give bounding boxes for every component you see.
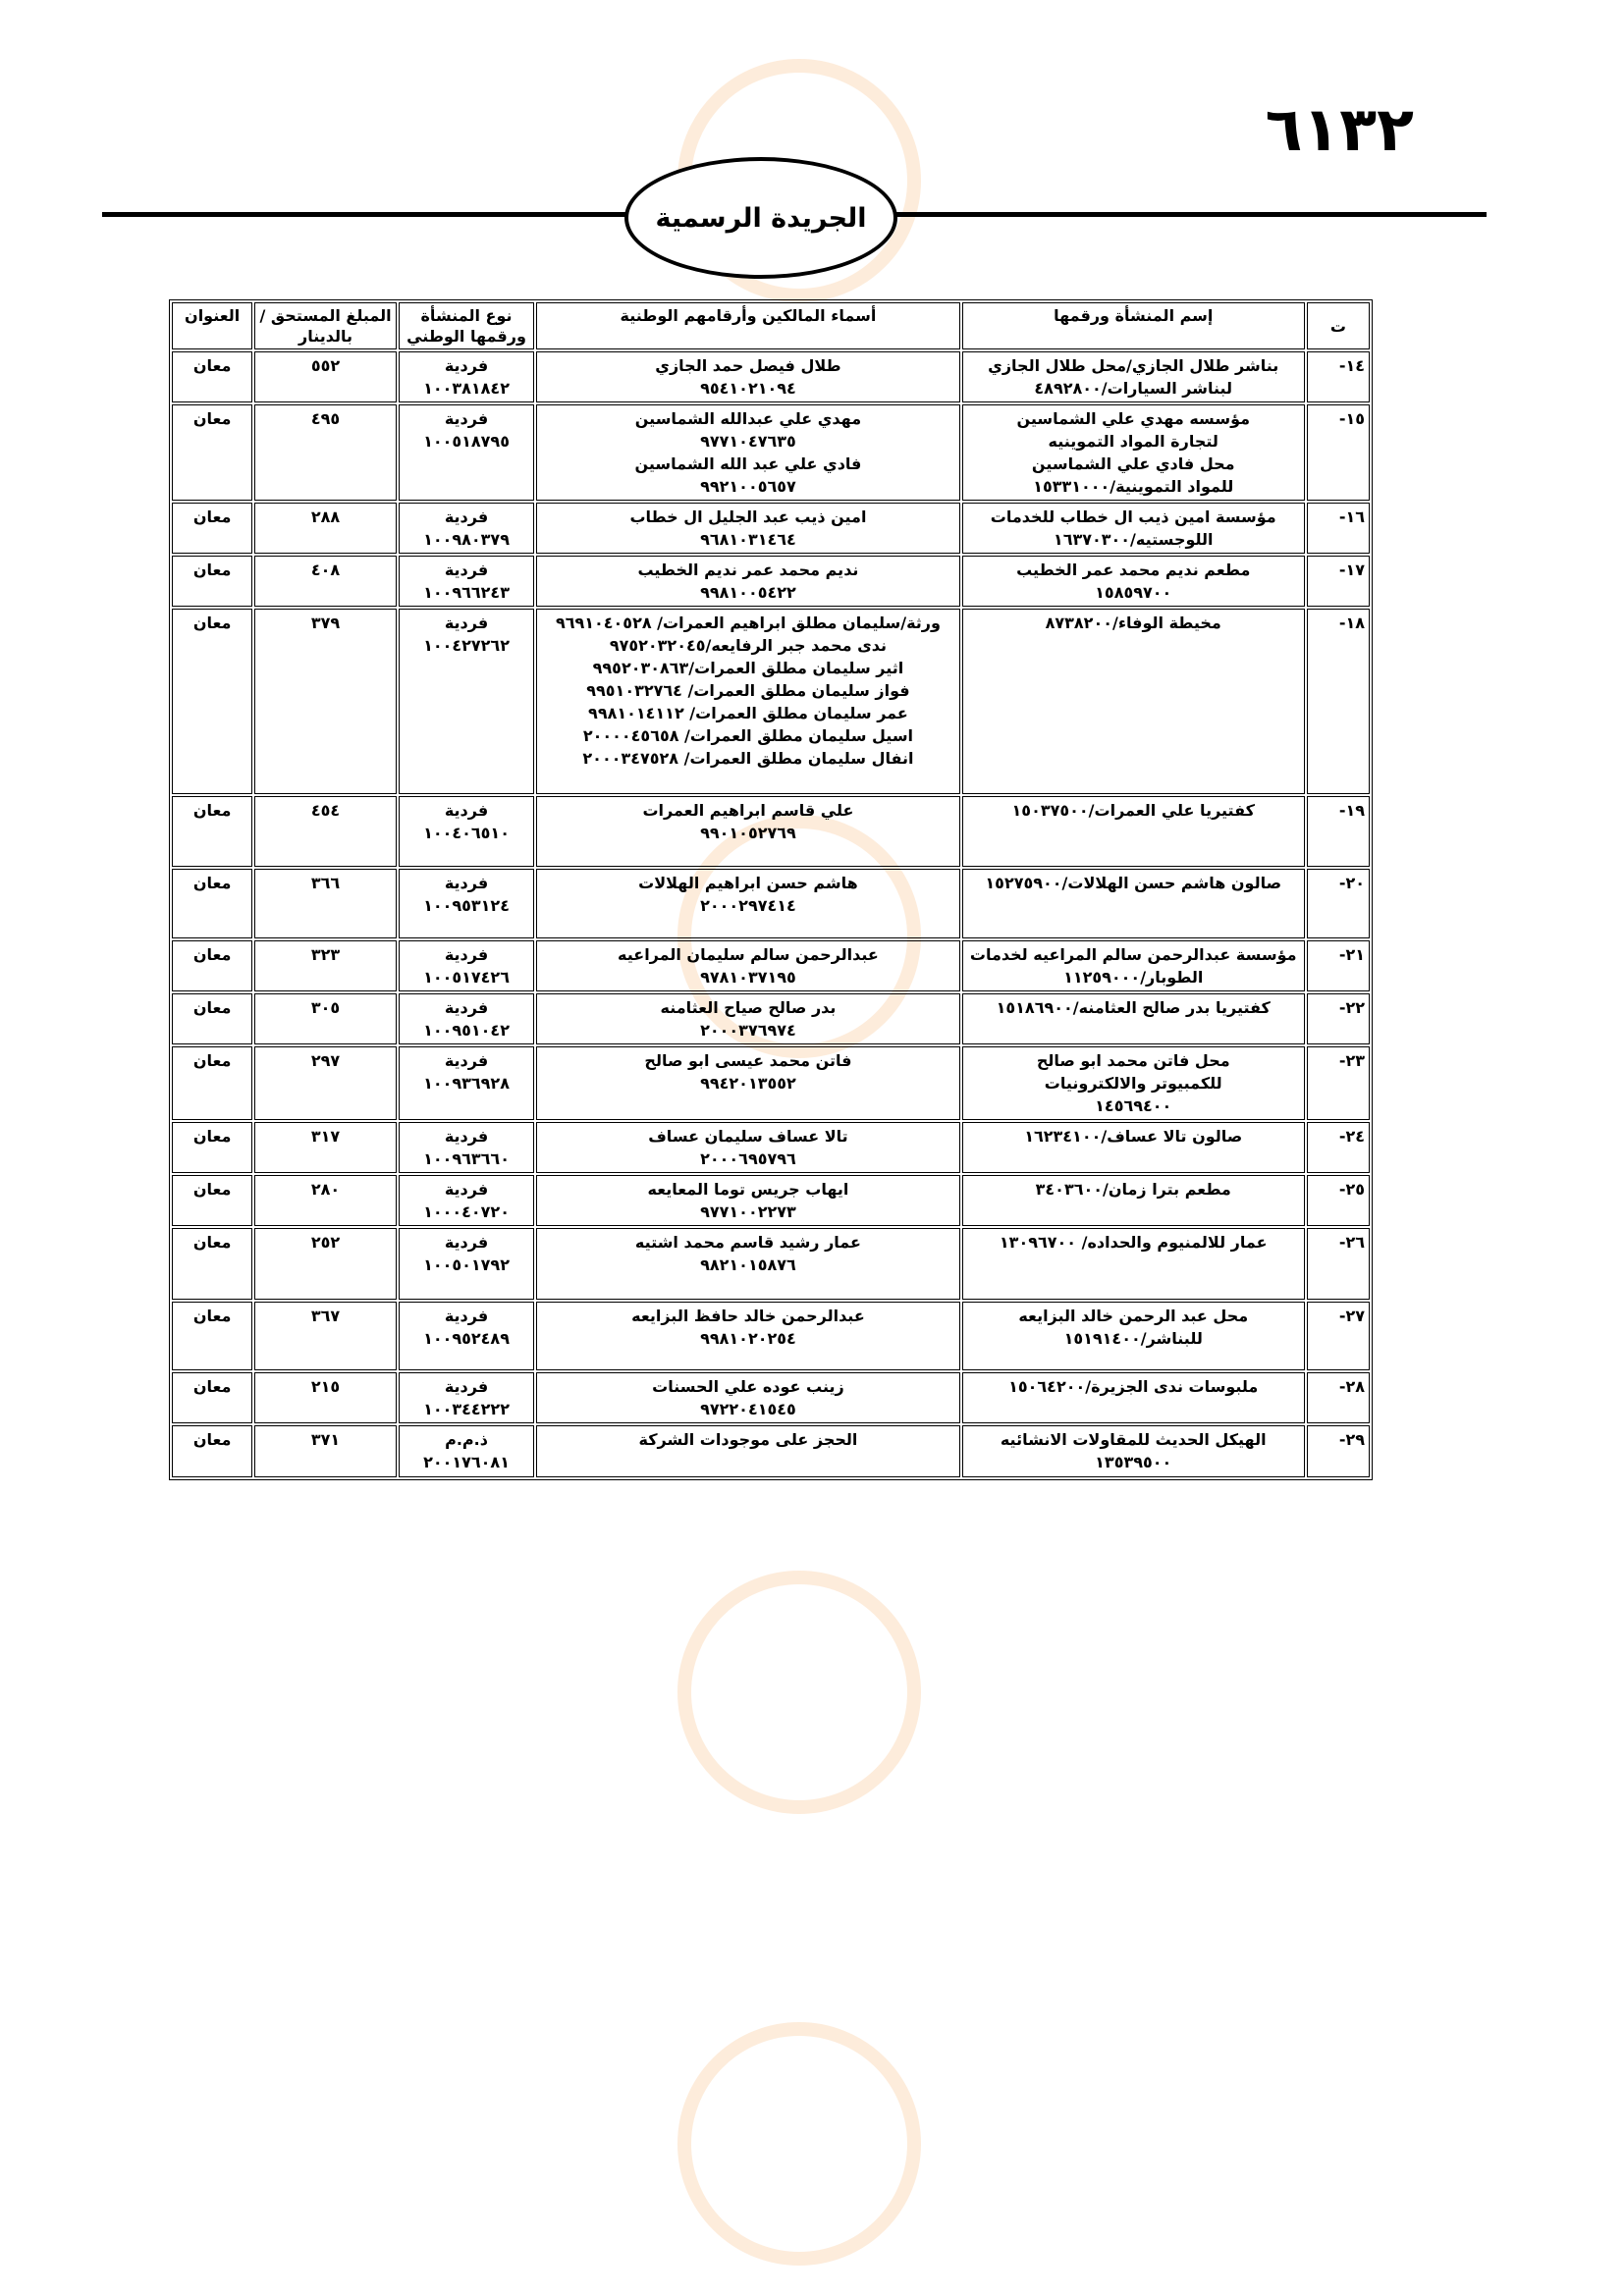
row-number: ٢٤- [1307,1122,1370,1173]
address: معان [172,503,252,554]
owners [536,503,959,554]
owners-line: ندى محمد جبر الرفايعه/٩٧٥٢٠٣٢٠٤٥ [609,636,888,655]
row-number: ٢٥- [1307,1175,1370,1226]
owners [536,404,959,501]
establishment-name [962,1046,1305,1120]
table-row [172,796,1370,867]
owners-line: زينب عوده علي الحسنات [652,1377,844,1396]
establishment-type [399,1425,534,1477]
establishment-name-line: ملبوسات ندى الجزيرة/١٥٠٦٤٢٠٠ [1008,1377,1259,1396]
establishment-type-line: فردية [444,507,489,526]
table-row [172,869,1370,938]
address: معان [172,404,252,501]
address: معان [172,940,252,991]
owners-line: ورثة/سليمان مطلق ابراهيم العمرات/ ٩٦٩١٠٤٠٥٢٨ [555,614,941,632]
owners-line: ٩٧٧١٠٤٧٦٣٥ [700,432,796,451]
amount-due: ٣٠٥ [254,993,396,1044]
establishment-type-line: فردية [444,614,489,632]
row-number: ٢٦- [1307,1228,1370,1300]
owners-line: ٩٩٢١٠٠٥٦٥٧ [700,477,796,496]
page-number: ٦١٣٢ [1265,93,1414,165]
establishment-type [399,869,534,938]
address: معان [172,1175,252,1226]
owners [536,609,959,794]
row-number: ١٩- [1307,796,1370,867]
amount-due: ٢٥٢ [254,1228,396,1300]
table-header-row [172,302,1370,349]
establishment-name-line: ١٥٨٥٩٧٠٠ [1095,583,1172,602]
owners [536,940,959,991]
address: معان [172,1122,252,1173]
establishment-type [399,1175,534,1226]
establishment-name-line: محل فاتن محمد ابو صالح [1036,1051,1230,1070]
establishment-name [962,1372,1305,1423]
establishment-name [962,351,1305,402]
table-row [172,609,1370,794]
owners-line: امين ذيب عبد الجليل ال خطاب [629,507,867,526]
establishment-name-line: ١٣٥٣٩٥٠٠ [1095,1453,1172,1471]
establishment-name [962,609,1305,794]
establishment-name-line: مطعم نديم محمد عمر الخطيب [1016,561,1251,579]
amount-due: ٣٦٧ [254,1302,396,1370]
amount-due: ٢٨٨ [254,503,396,554]
row-number: ٢٢- [1307,993,1370,1044]
header-address: العنوان [172,302,252,349]
owners-line: ٩٩٤٢٠١٣٥٥٢ [700,1074,796,1093]
header-name: إسم المنشأة ورقمها [962,302,1305,349]
header-no: ت [1307,302,1370,349]
row-number: ١٥- [1307,404,1370,501]
owners [536,1122,959,1173]
establishment-name-line: صالون هاشم حسن الهلالات/١٥٢٧٥٩٠٠ [985,874,1282,892]
establishment-type-line: ٢٠٠١٧٦٠٨١ [423,1453,510,1471]
establishment-type [399,503,534,554]
table-row [172,1046,1370,1120]
establishment-name-line: محل فادي علي الشماسين [1031,454,1235,473]
establishment-type [399,1228,534,1300]
establishment-name [962,940,1305,991]
amount-due: ٤٩٥ [254,404,396,501]
header-amount: المبلغ المستحق /بالدينار [254,302,396,349]
header-type: نوع المنشأة ورقمها الوطني [399,302,534,349]
establishment-name-line: للكمبيوتر والالكترونيات [1044,1074,1222,1093]
establishment-type-line: فردية [444,1307,489,1325]
amount-due: ٢٨٠ [254,1175,396,1226]
establishment-type-line: ذ.م.م [445,1430,488,1449]
row-number: ٢٧- [1307,1302,1370,1370]
establishment-type-line: ١٠٠٩٨٠٣٧٩ [423,530,510,549]
establishment-name-line: لتجارة المواد التموينيه [1048,432,1218,451]
establishment-name-line: للمواد التموينية/١٥٣٣١٠٠٠ [1033,477,1234,496]
row-number: ١٤- [1307,351,1370,402]
table-row [172,1122,1370,1173]
amount-due: ٢١٥ [254,1372,396,1423]
address: معان [172,609,252,794]
owners-line: ٩٨٢١٠١٥٨٧٦ [700,1255,796,1274]
establishment-type-line: ١٠٠٥٠١٧٩٢ [423,1255,510,1274]
owners-line: عبدالرحمن خالد حافظ البزايعه [631,1307,865,1325]
establishment-name-line: الطوبار/١١٢٥٩٠٠٠ [1063,968,1204,987]
owners [536,1228,959,1300]
establishments-table [169,299,1373,1480]
address: معان [172,351,252,402]
table-row [172,556,1370,607]
establishment-name-line: محل عبد الرحمن خالد البزايعه [1018,1307,1249,1325]
establishment-type-line: فردية [444,998,489,1017]
table-row [172,1302,1370,1370]
gazette-title [624,157,897,279]
owners-line: فاتن محمد عيسى ابو صالح [644,1051,852,1070]
establishment-name [962,556,1305,607]
establishment-name [962,1302,1305,1370]
table-row [172,1372,1370,1423]
establishment-name-line: ١٤٥٦٩٤٠٠ [1095,1096,1172,1115]
amount-due: ٣٧٩ [254,609,396,794]
owners-line: نديم محمد عمر نديم الخطيب [637,561,859,579]
establishment-name [962,1122,1305,1173]
establishment-type-line: فردية [444,945,489,964]
owners-line: هاشم حسن ابراهيم الهلالات [638,874,858,892]
owners-line: اسيل سليمان مطلق العمرات/ ٢٠٠٠٠٤٥٦٥٨ [582,726,914,745]
owners-line: ٩٩٨١٠٠٥٤٢٢ [700,583,796,602]
owners-line: اثير سليمان مطلق العمرات/٩٩٥٢٠٣٠٨٦٣ [592,659,904,677]
owners [536,556,959,607]
owners [536,1302,959,1370]
owners-line: طلال فيصل حمد الجازي [655,356,841,375]
table-row [172,1228,1370,1300]
table-row [172,993,1370,1044]
amount-due: ٥٥٢ [254,351,396,402]
establishment-type-line: ١٠٠٩٣٦٩٢٨ [423,1074,510,1093]
establishment-type-line: ١٠٠٩٥٣١٢٤ [423,896,510,915]
watermark-clock-icon [677,2022,921,2266]
establishment-type [399,993,534,1044]
establishment-type-line: فردية [444,1127,489,1146]
establishment-name [962,1228,1305,1300]
establishment-type-line: فردية [444,561,489,579]
establishment-type-line: فردية [444,874,489,892]
amount-due: ٣١٧ [254,1122,396,1173]
establishment-name [962,869,1305,938]
establishment-type [399,940,534,991]
establishment-type-line: ١٠٠٣٤٤٢٢٢ [423,1400,510,1418]
row-number: ٢٩- [1307,1425,1370,1477]
establishment-type [399,796,534,867]
establishment-type [399,556,534,607]
establishment-name [962,404,1305,501]
establishment-name-line: مؤسسة عبدالرحمن سالم المراعيه لخدمات [969,945,1297,964]
owners-line: ٩٩٨١٠٢٠٢٥٤ [700,1329,796,1348]
establishment-name [962,1175,1305,1226]
establishment-type-line: ١٠٠٥١٨٧٩٥ [423,432,510,451]
establishment-type-line: فردية [444,409,489,428]
address: معان [172,869,252,938]
establishment-name [962,796,1305,867]
establishment-name-line: صالون تالا عساف/١٦٢٣٤١٠٠ [1024,1127,1243,1146]
establishment-type [399,1372,534,1423]
establishment-name-line: مطعم بترا زمان/٣٤٠٣٦٠٠ [1035,1180,1231,1199]
owners-line: ٢٠٠٠٦٩٥٧٩٦ [700,1149,796,1168]
establishment-name-line: كفتيريا علي العمرات/١٥٠٣٧٥٠٠ [1011,801,1255,820]
establishment-name-line: مؤسسة امين ذيب ال خطاب للخدمات [990,507,1276,526]
owners-line: فادي علي عبد الله الشماسين [634,454,862,473]
establishment-name-line: عمار للالمنيوم والحداده/ ١٣٠٩٦٧٠٠ [999,1233,1268,1252]
owners-line: مهدي علي عبدالله الشماسين [634,409,862,428]
address: معان [172,1228,252,1300]
owners-line: فواز سليمان مطلق العمرات/ ٩٩٥١٠٣٢٧٦٤ [586,681,910,700]
establishment-type [399,609,534,794]
row-number: ١٦- [1307,503,1370,554]
establishment-name-line: مخيطة الوفاء/٨٧٣٨٢٠٠ [1045,614,1221,632]
owners-line: ايهاب جريس توما المعايعه [647,1180,849,1199]
owners [536,1175,959,1226]
establishment-type-line: ١٠٠٣٨١٨٤٢ [423,379,510,398]
establishment-type [399,1302,534,1370]
table-row [172,503,1370,554]
establishment-type-line: ١٠٠٥١٧٤٢٦ [423,968,510,987]
amount-due: ٣٦٦ [254,869,396,938]
address: معان [172,556,252,607]
establishment-type-line: ١٠٠٤٢٧٢٦٢ [423,636,510,655]
amount-due: ٤٥٤ [254,796,396,867]
establishment-name-line: اللوجستيه/١٦٣٧٠٣٠٠ [1053,530,1214,549]
establishment-type-line: فردية [444,1051,489,1070]
owners-line: ٩٧٢٢٠٤١٥٤٥ [700,1400,796,1418]
owners-line: الحجز على موجودات الشركة [638,1430,858,1449]
establishment-name-line: كفتيريا بدر صالح العثامنه/١٥١٨٦٩٠٠ [996,998,1271,1017]
table-row [172,1425,1370,1477]
owners [536,869,959,938]
owners-line: عبدالرحمن سالم سليمان المراعيه [618,945,879,964]
amount-due: ٤٠٨ [254,556,396,607]
owners-line: ٢٠٠٠٣٧٦٩٧٤ [700,1021,796,1040]
address: معان [172,993,252,1044]
establishment-name-line: مؤسسه مهدي علي الشماسين [1016,409,1250,428]
owners-line: علي قاسم ابراهيم العمرات [642,801,854,820]
establishment-type-line: ١٠٠٩٦٣٦٦٠ [423,1149,510,1168]
gazette-title-text: الجريدة الرسمية [655,202,867,234]
establishment-type-line: فردية [444,1377,489,1396]
address: معان [172,1372,252,1423]
establishment-type [399,1046,534,1120]
owners [536,796,959,867]
establishment-name-line: الهيكل الحديث للمقاولات الانشائيه [1000,1430,1267,1449]
establishment-type-line: ١٠٠٩٥٢٤٨٩ [423,1329,510,1348]
owners-line: ٢٠٠٠٢٩٧٤١٤ [700,896,796,915]
address: معان [172,1425,252,1477]
owners-line: عمار رشيد قاسم محمد اشتيه [634,1233,861,1252]
owners [536,993,959,1044]
establishment-type-line: ١٠٠٠٤٠٧٢٠ [423,1202,510,1221]
row-number: ٢٣- [1307,1046,1370,1120]
row-number: ١٧- [1307,556,1370,607]
header-owners: أسماء المالكين وأرقامهم الوطنية [536,302,959,349]
row-number: ٢٠- [1307,869,1370,938]
owners [536,1046,959,1120]
address: معان [172,796,252,867]
owners-line: انفال سليمان مطلق العمرات/ ٢٠٠٠٣٤٧٥٢٨ [582,749,914,768]
owners-line: بدر صالح صياح العثامنه [660,998,837,1017]
owners [536,1372,959,1423]
establishment-name-line: لبناشر السيارات/٤٨٩٢٨٠٠ [1034,379,1233,398]
establishment-name-line: للبناشر/١٥١٩١٤٠٠ [1063,1329,1203,1348]
establishment-type [399,351,534,402]
amount-due: ٢٩٧ [254,1046,396,1120]
owners [536,351,959,402]
amount-due: ٣٢٣ [254,940,396,991]
owners-line: ٩٧٧١٠٠٢٢٧٣ [700,1202,796,1221]
owners [536,1425,959,1477]
establishment-name [962,503,1305,554]
owners-line: تالا عساف سليمان عساف [648,1127,848,1146]
establishment-type-line: فردية [444,1233,489,1252]
owners-line: ٩٦٨١٠٣١٤٦٤ [700,530,796,549]
establishment-type-line: ١٠٠٩٦٦٢٤٣ [423,583,510,602]
watermark-clock-icon [677,1571,921,1814]
row-number: ١٨- [1307,609,1370,794]
row-number: ٢٨- [1307,1372,1370,1423]
establishment-name-line: بناشر طلال الجازي/محل طلال الجازي [988,356,1279,375]
owners-line: عمر سليمان مطلق العمرات/ ٩٩٨١٠١٤١١٢ [588,704,908,722]
table-row [172,940,1370,991]
establishment-name [962,1425,1305,1477]
table-row [172,404,1370,501]
table-row [172,1175,1370,1226]
owners-line: ٩٧٨١٠٣٧١٩٥ [700,968,796,987]
owners-line: ٩٥٤١٠٢١٠٩٤ [700,379,796,398]
establishment-name [962,993,1305,1044]
establishment-type-line: فردية [444,356,489,375]
establishment-type-line: فردية [444,801,489,820]
owners-line: ٩٩٠١٠٥٢٧٦٩ [700,824,796,842]
establishment-type-line: ١٠٠٤٠٦٥١٠ [423,824,510,842]
establishment-type [399,404,534,501]
establishment-type-line: فردية [444,1180,489,1199]
address: معان [172,1302,252,1370]
amount-due: ٣٧١ [254,1425,396,1477]
address: معان [172,1046,252,1120]
establishment-type-line: ١٠٠٩٥١٠٤٢ [423,1021,510,1040]
establishment-type [399,1122,534,1173]
row-number: ٢١- [1307,940,1370,991]
table-row [172,351,1370,402]
